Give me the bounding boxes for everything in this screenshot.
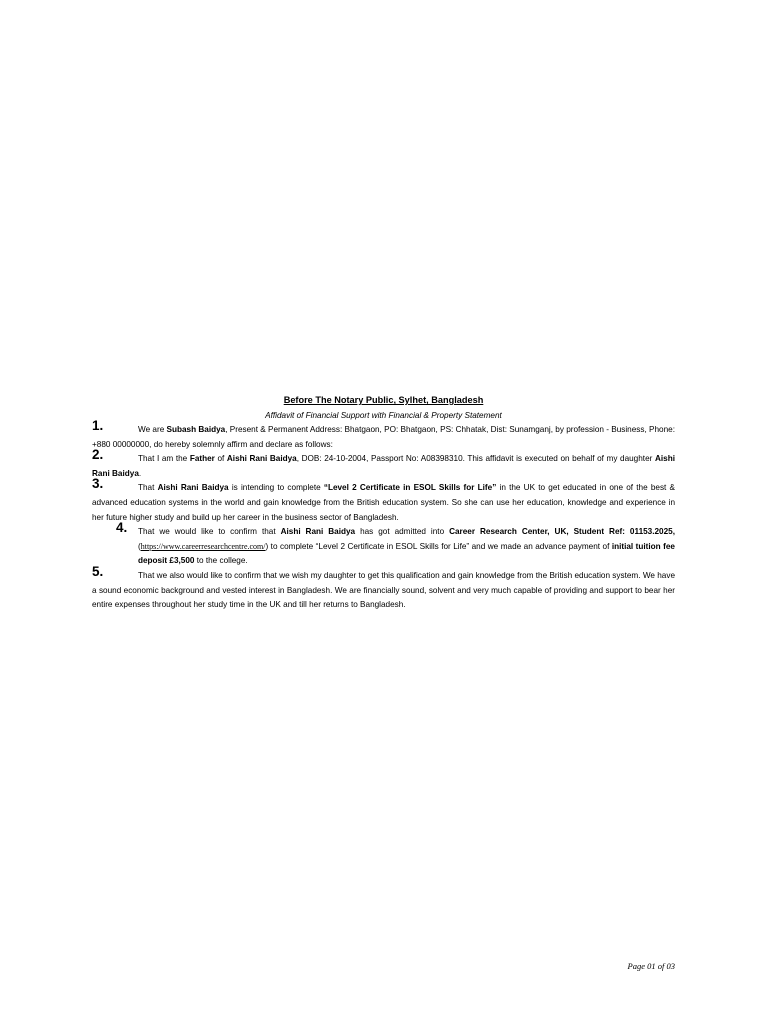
course-name: “Level 2 Certificate in ESOL Skills for Life” — [323, 483, 497, 493]
document-title: Before The Notary Public, Sylhet, Bangladesh — [283, 395, 484, 405]
page-number: Page 01 of 03 — [627, 961, 675, 971]
paragraph-number: 4. — [116, 520, 128, 536]
paragraph-5: 5. That we also would like to confirm that we wish my daughter to get this qualification and gain knowledge from the British education system. We have a sound economic background and vested interest in Bangladesh. We are financially sound, solvent and very much capable of providing and support to bear her entire expenses throughout her study time in the UK and till her returns to Bangladesh. — [92, 563, 675, 610]
deponent-name: Subash Baidya — [166, 425, 226, 434]
student-name: Aishi Rani Baidya — [226, 454, 297, 464]
paragraph-1: 1. We are Subash Baidya, Present & Permanent Address: Bhatgaon, PO: Bhatgaon, PS: Chhatak, Dist: Sunamganj, by profession - Business, Phone: +880 00000000, do hereby solemnly affirm and declare as follows: — [92, 418, 675, 449]
student-name: Aishi Rani Baidya — [280, 527, 356, 537]
paragraph-2: 2. That I am the Father of Aishi Rani Baidya, DOB: 24-10-2004, Passport No: A08398310. This affidavit is executed on behalf of my daughter Aishi Rani Baidya. — [92, 447, 675, 478]
paragraph-3: 3. That Aishi Rani Baidya is intending to complete “Level 2 Certificate in ESOL Skills for Life” in the UK to get educated in one of the best & advanced education systems in the world and gain knowledge from the British education system. So she can use her education, knowledge and experience in her future higher study and build up her career in the business sector of Bangladesh. — [92, 476, 675, 522]
document-body — [92, 393, 675, 613]
document-subtitle: Affidavit of Financial Support with Financial & Property Statement — [265, 411, 502, 420]
deposit-amount: initial tuition fee deposit £3,500 — [138, 541, 675, 566]
student-name: Aishi Rani Baidya — [92, 454, 675, 478]
paragraph-number: 2. — [92, 447, 104, 463]
paragraph-4: 4. That we would like to confirm that Aishi Rani Baidya has got admitted into Career Research Center, UK, Student Ref: 01153.2025, (https://www.careerresearchcentre.com/) to complete “Level 2 Certificate in ESOL Skills for Life” and we made an advance payment of initial tuition fee deposit £3,500 to the college. — [116, 520, 675, 566]
paragraph-number: 1. — [92, 418, 104, 433]
college-ref: Career Research Center, UK, Student Ref: 01153.2025, — [449, 527, 675, 537]
college-website-link[interactable]: https://www.careerresearchcentre.com/ — [140, 541, 266, 551]
paragraph-number: 5. — [92, 563, 104, 579]
paragraph-number: 3. — [92, 476, 104, 492]
student-name: Aishi Rani Baidya — [157, 483, 229, 493]
